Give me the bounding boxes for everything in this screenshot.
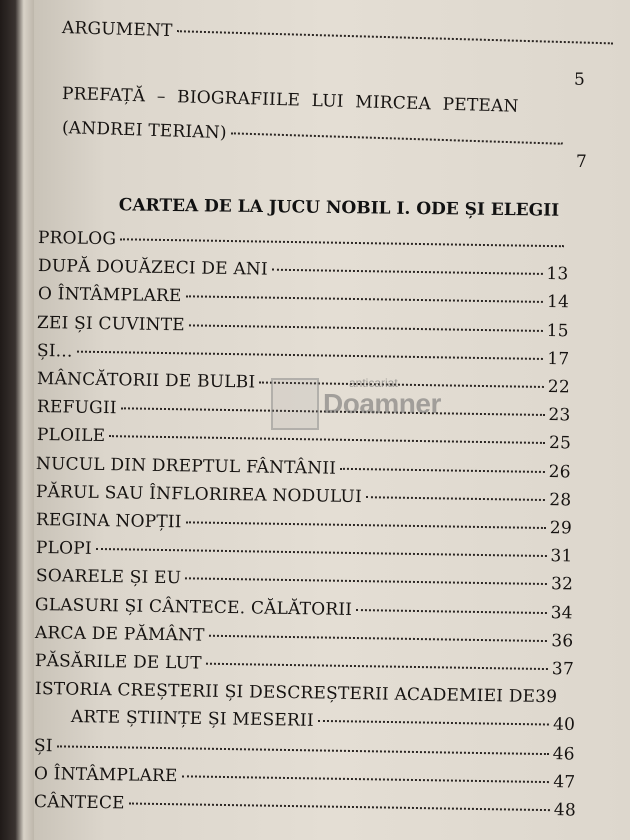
toc-entry-page: 39	[534, 687, 558, 708]
toc-entry	[35, 595, 573, 623]
toc-page-number	[574, 70, 585, 90]
toc-entry-title: PLOPI	[35, 538, 92, 560]
toc-entry-title: ZEI ȘI CUVINTE	[37, 312, 186, 335]
book-spine-edge	[0, 0, 34, 840]
section-heading: CARTEA DE LA JUCU NOBIL I. ODE ȘI ELEGII	[118, 195, 560, 221]
dot-leader	[185, 295, 543, 304]
toc-entry	[35, 679, 575, 707]
dot-leader	[186, 520, 546, 529]
dot-leader	[77, 349, 544, 359]
toc-entry-page: 29	[549, 518, 573, 539]
toc-entry	[37, 284, 568, 312]
toc-entry-title: ARTE ȘTIINȚE ȘI MESERII	[70, 707, 314, 732]
dot-leader	[177, 29, 613, 44]
toc-entry	[36, 510, 572, 538]
toc-entry	[35, 566, 572, 594]
toc-entry-page: 37	[551, 659, 575, 680]
dot-leader	[109, 435, 545, 445]
dot-leader	[57, 744, 549, 755]
watermark-brand-text: Doamner	[323, 388, 441, 419]
toc-entry-title: PĂRUL SAU ÎNFLORIREA NODULUI	[36, 481, 363, 507]
dot-leader	[185, 577, 547, 586]
toc-entry-page: 5	[574, 70, 586, 90]
toc-entry	[38, 228, 568, 256]
toc-entry	[37, 341, 570, 369]
toc-entry-page: 26	[548, 461, 572, 482]
toc-entry-page: 23	[548, 405, 571, 426]
dot-leader	[96, 547, 547, 557]
toc-entry-page: 28	[549, 489, 572, 511]
toc-entry-page: 15	[546, 320, 570, 341]
toc-entry-prefata-line2	[62, 118, 567, 154]
toc-entry-page: 31	[550, 546, 573, 567]
dot-leader	[366, 495, 545, 501]
toc-entry-title: REGINA NOPȚII	[35, 510, 182, 533]
toc-entry-title: ISTORIA CREȘTERII ȘI DESCREȘTERII ACADEMIEI DE	[34, 679, 536, 708]
toc-entry-title: DUPĂ DOUĂZECI DE ANI	[37, 256, 268, 280]
dot-leader	[272, 268, 543, 275]
toc-entry-page: 25	[548, 433, 571, 454]
toc-entry-prefata-line1	[62, 84, 622, 120]
dot-leader	[231, 131, 563, 144]
toc-entry-page: 40	[552, 714, 575, 736]
toc-page	[34, 0, 630, 840]
toc-entry-page: 48	[553, 800, 577, 821]
toc-entry-title: PLOILE	[36, 425, 106, 447]
toc-entry-title: CÂNTECE	[34, 792, 125, 814]
toc-entry-page: 14	[546, 292, 569, 313]
toc-entry-title: O ÎNTÂMPLARE	[34, 763, 178, 787]
watermark-logo	[271, 376, 451, 432]
toc-entry-title: ARGUMENT	[61, 18, 173, 42]
toc-entry-title: GLASURI ȘI CÂNTECE. CĂLĂTORII	[35, 594, 353, 620]
toc-entry-title: PREFAȚĂ – BIOGRAFIILE LUI MIRCEA PETEAN	[61, 84, 519, 117]
toc-entry-title: ȘI	[34, 735, 54, 756]
dot-leader	[206, 662, 548, 670]
toc-entry-title: NUCUL DIN DREPTUL FÂNTÂNII	[36, 453, 337, 479]
toc-entry	[37, 313, 569, 341]
dot-leader	[357, 608, 548, 614]
toc-entry	[36, 538, 573, 566]
toc-entry-title: MÂNCĂTORII DE BULBI	[36, 369, 256, 393]
bookshop-logo-icon	[271, 378, 319, 430]
toc-page-number	[576, 152, 587, 172]
toc-entry-page: 32	[550, 574, 573, 595]
dot-leader	[120, 237, 564, 247]
dot-leader	[317, 719, 548, 726]
dot-leader	[209, 634, 548, 642]
toc-entry-title: O ÎNTÂMPLARE	[37, 284, 182, 307]
toc-entry-page: 22	[547, 377, 571, 398]
toc-entry-title: (ANDREI TERIAN)	[61, 118, 228, 144]
toc-entry-title: SOARELE ȘI EU	[35, 566, 182, 589]
dot-leader	[182, 774, 550, 783]
dot-leader	[340, 466, 545, 472]
dot-leader	[129, 801, 550, 811]
toc-entry-page: 13	[546, 264, 569, 285]
toc-entry	[36, 482, 572, 510]
toc-entry-page: 46	[552, 743, 576, 765]
toc-entry	[36, 454, 571, 482]
toc-entry	[35, 651, 574, 679]
toc-entry	[34, 736, 575, 764]
toc-entry-page: 17	[547, 348, 570, 370]
dot-leader	[189, 323, 543, 332]
toc-entry-title: PROLOG	[37, 228, 117, 250]
toc-entry-page: 7	[576, 152, 588, 172]
toc-entry-page: 47	[553, 771, 576, 793]
watermark-small-text: anticariat	[349, 376, 398, 390]
toc-entry-title: ȘI...	[37, 340, 73, 362]
toc-entry	[34, 764, 576, 793]
toc-entry-title: REFUGII	[36, 397, 117, 419]
toc-entry-title: PĂSĂRILE DE LUT	[34, 651, 202, 674]
toc-entry-page: 34	[550, 602, 574, 624]
toc-entry	[34, 792, 576, 821]
toc-entry-argument	[62, 18, 617, 53]
toc-entry	[35, 623, 574, 651]
toc-entry-title: ARCA DE PĂMÂNT	[35, 622, 205, 646]
toc-entry	[70, 707, 574, 735]
toc-entry-page: 36	[551, 630, 574, 652]
toc-entry	[38, 256, 569, 284]
